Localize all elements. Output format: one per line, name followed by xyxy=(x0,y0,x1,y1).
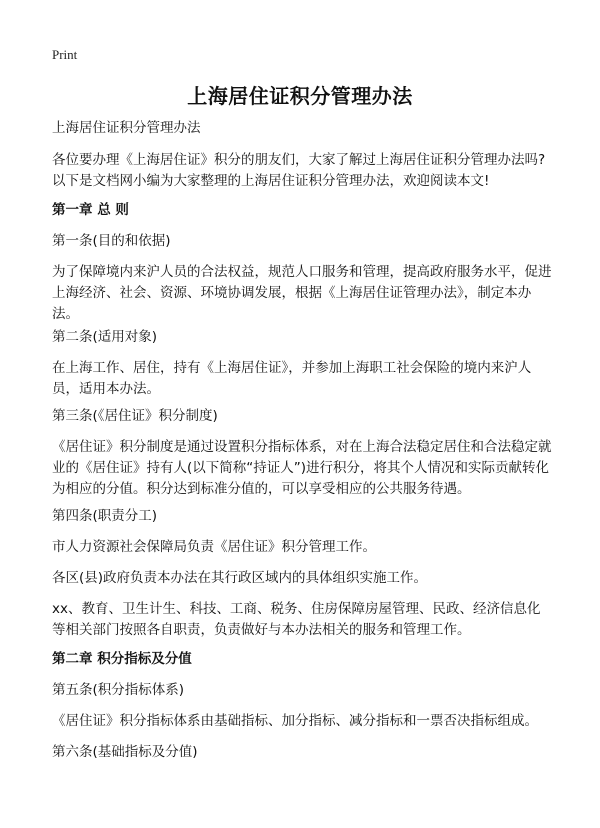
article-6-title: 第六条(基础指标及分值) xyxy=(52,744,198,760)
article-3-body: 《居住证》积分制度是通过设置积分指标体系，对在上海合法稳定居住和合法稳定就业的《居住证》持有人(以下简称“持证人”)进行积分，将其个人情况和实际贡献转化为相应的分值。积分达到标准分值的，可以享受相应的公共服务待遇。 xyxy=(52,439,552,497)
intro-paragraph: 各位要办理《上海居住证》积分的朋友们，大家了解过上海居住证积分管理办法吗?以下是文档网小编为大家整理的上海居住证积分管理办法，欢迎阅读本文! xyxy=(52,152,546,189)
article-5-body: 《居住证》积分指标体系由基础指标、加分指标、减分指标和一票否决指标组成。 xyxy=(52,713,538,729)
article-4-body-3: xx、教育、卫生计生、科技、工商、税务、住房保障房屋管理、民政、经济信息化等相关部门按照各自职责，负责做好与本办法相关的服务和管理工作。 xyxy=(52,601,541,638)
article-4-body-2: 各区(县)政府负责本办法在其行政区域内的具体组织实施工作。 xyxy=(52,570,428,586)
article-4-body-1: 市人力资源社会保障局负责《居住证》积分管理工作。 xyxy=(52,539,376,555)
article-4-title: 第四条(职责分工) xyxy=(52,508,158,524)
article-2-title: 第二条(适用对象) xyxy=(52,329,158,345)
article-3-title: 第三条(《居住证》积分制度) xyxy=(52,408,218,424)
chapter-2-heading: 第二章 积分指标及分值 xyxy=(52,651,192,667)
print-label: Print xyxy=(52,47,78,62)
chapter-1-heading: 第一章 总 则 xyxy=(52,202,129,218)
subtitle: 上海居住证积分管理办法 xyxy=(52,120,201,136)
page-title: 上海居住证积分管理办法 xyxy=(187,84,413,108)
article-1-body: 为了保障境内来沪人员的合法权益，规范人口服务和管理，提高政府服务水平，促进上海经济、社会、资源、环境协调发展，根据《上海居住证管理办法》，制定本办法。 xyxy=(52,264,552,322)
article-1-title: 第一条(目的和依据) xyxy=(52,233,171,249)
article-2-body: 在上海工作、居住，持有《上海居住证》，并参加上海职工社会保险的境内来沪人员，适用本办法。 xyxy=(52,360,532,397)
article-5-title: 第五条(积分指标体系) xyxy=(52,682,185,698)
